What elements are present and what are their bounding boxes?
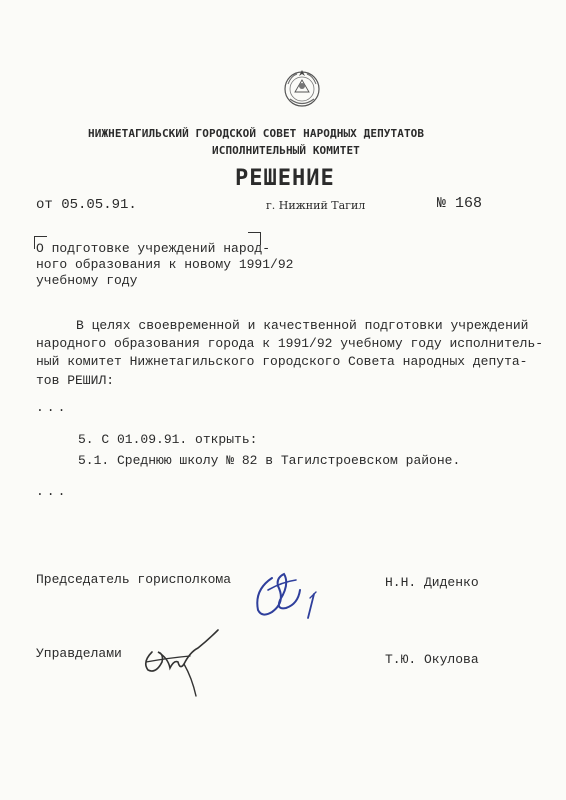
organization-name: НИЖНЕТАГИЛЬСКИЙ ГОРОДСКОЙ СОВЕТ НАРОДНЫХ ДЕПУТАТОВ	[88, 127, 425, 140]
body-line: ный комитет Нижнетагильского городского Совета народных депута-	[36, 354, 528, 369]
body-line: тов РЕШИЛ:	[36, 373, 115, 388]
chairman-signature	[248, 560, 338, 624]
omission-ellipsis: ...	[36, 484, 69, 499]
document-title: РЕШЕНИЕ	[235, 166, 335, 191]
manager-signature	[138, 622, 228, 702]
state-emblem-icon	[280, 66, 324, 110]
omission-ellipsis: ...	[36, 400, 69, 415]
document-number: № 168	[437, 195, 483, 212]
body-line: В целях своевременной и качественной подготовки учреждений	[76, 318, 529, 333]
decision-item: 5. С 01.09.91. открыть:	[78, 432, 258, 447]
subject-line: учебному году	[36, 273, 138, 288]
signatory-role: Председатель горисполкома	[36, 572, 232, 587]
decision-subitem: 5.1. Среднюю школу № 82 в Тагилстроевском районе.	[78, 453, 461, 468]
document-date: от 05.05.91.	[36, 197, 137, 213]
signatory-name: Н.Н. Диденко	[385, 575, 479, 590]
subject-line: О подготовке учреждений народ-	[36, 241, 271, 256]
signatory-role: Управделами	[36, 646, 122, 661]
subject-line: ного образования к новому 1991/92	[36, 257, 294, 272]
signatory-name: Т.Ю. Окулова	[385, 652, 479, 667]
body-line: народного образования города к 1991/92 учебному году исполнитель-	[36, 336, 544, 351]
organization-subtitle: ИСПОЛНИТЕЛЬНЫЙ КОМИТЕТ	[212, 144, 360, 157]
document-place: г. Нижний Тагил	[266, 199, 366, 212]
